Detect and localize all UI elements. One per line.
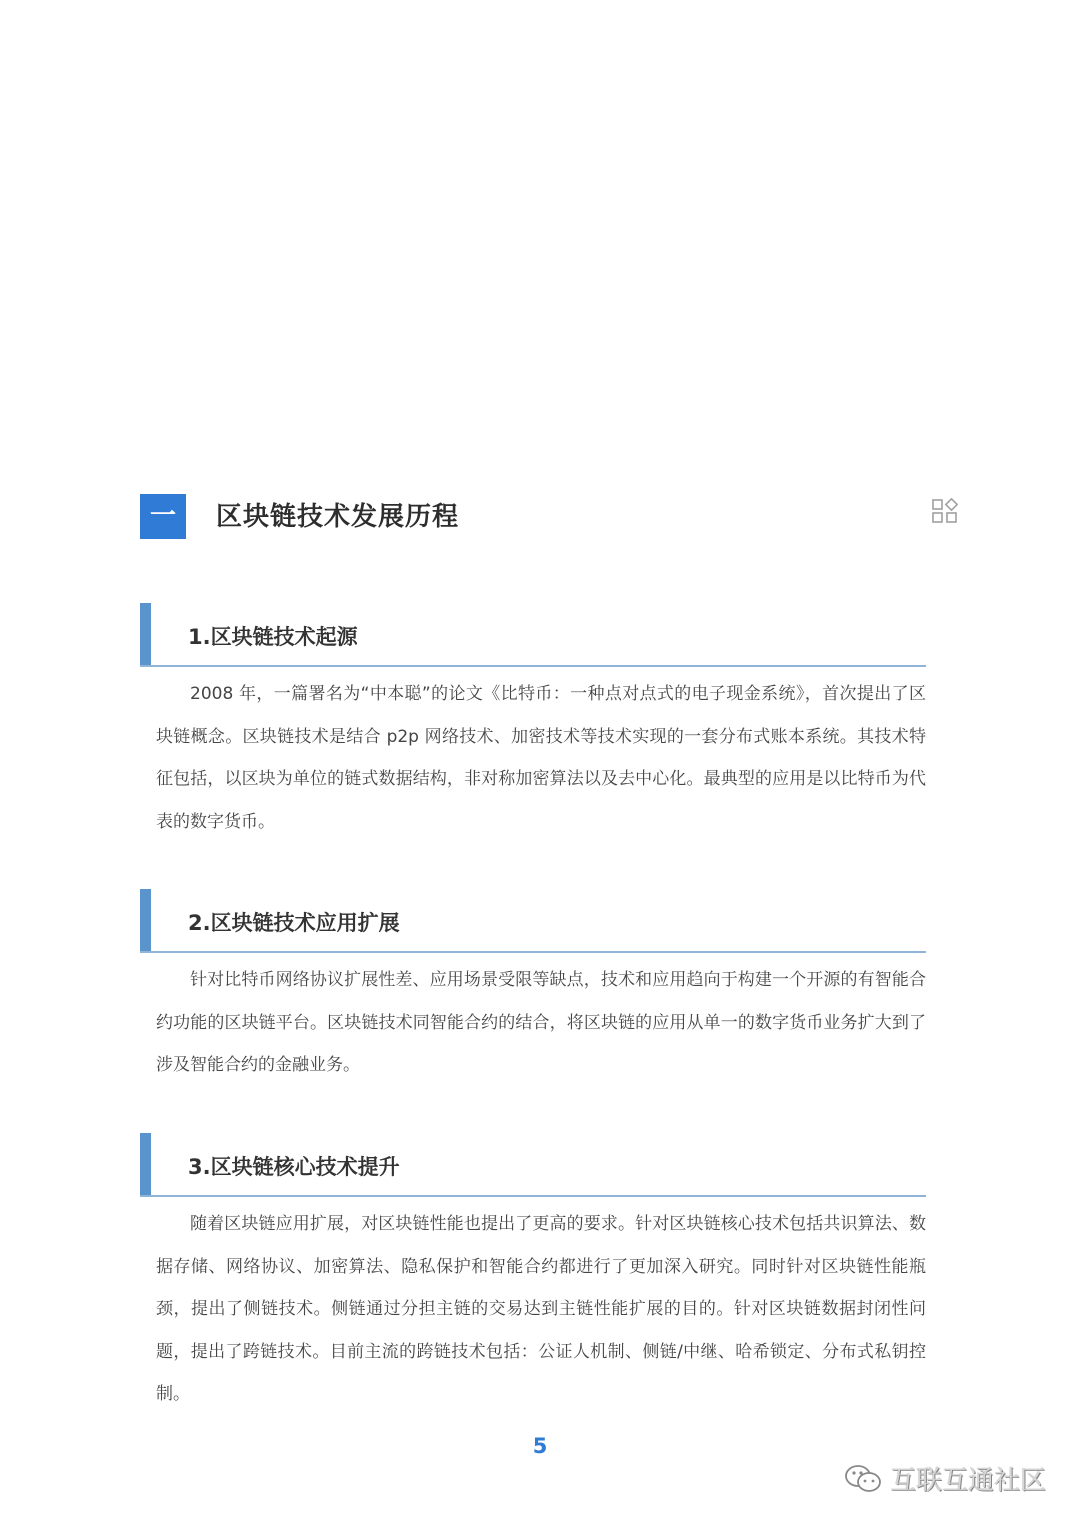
section-title: 1.区块链技术起源 [188,625,358,649]
section-title: 3.区块链核心技术提升 [188,1155,400,1179]
section-header [140,603,928,667]
section-body: 2008 年，一篇署名为“中本聪”的论文《比特币：一种点对点式的电子现金系统》，首次提出了区块链概念。区块链技术是结合 p2p 网络技术、加密技术等技术实现的一套分布式账本系统。其技术特征包括，以区块为单位的链式数据结构，非对称加密算法以及去中心化。最典型的应用是以比特币为代表的数字货币。 [156,684,926,832]
section-body: 随着区块链应用扩展，对区块链性能也提出了更高的要求。针对区块链核心技术包括共识算法、数据存储、网络协议、加密算法、隐私保护和智能合约都进行了更加深入研究。同时针对区块链性能瓶颈，提出了侧链技术。侧链通过分担主链的交易达到主链性能扩展的目的。针对区块链数据封闭性问题，提出了跨链技术。目前主流的跨链技术包括：公证人机制、侧链/中继、哈希锁定、分布式私钥控制。 [156,1214,926,1404]
section-expansion [140,889,928,1087]
section-accent-bar [140,1133,151,1197]
grid-icon [932,498,958,524]
wechat-icon [844,1463,882,1495]
chapter-title: 区块链技术发展历程 [216,502,460,532]
page-number: 5 [532,1434,548,1458]
section-accent-bar [140,603,151,667]
section-header [140,889,928,953]
section-rule [140,1195,926,1197]
section-core-upgrade [140,1133,928,1416]
section-title: 2.区块链技术应用扩展 [188,911,400,935]
section-rule [140,665,926,667]
chapter-number-badge: 一 [140,494,186,539]
watermark-text: 互联互通社区 [889,1466,1046,1496]
section-body: 针对比特币网络协议扩展性差、应用场景受限等缺点，技术和应用趋向于构建一个开源的有智能合约功能的区块链平台。区块链技术同智能合约的结合，将区块链的应用从单一的数字货币业务扩大到了涉及智能合约的金融业务。 [156,970,926,1075]
section-header [140,1133,928,1197]
section-accent-bar [140,889,151,953]
section-origin [140,603,928,843]
watermark [844,1460,1046,1497]
section-rule [140,951,926,953]
